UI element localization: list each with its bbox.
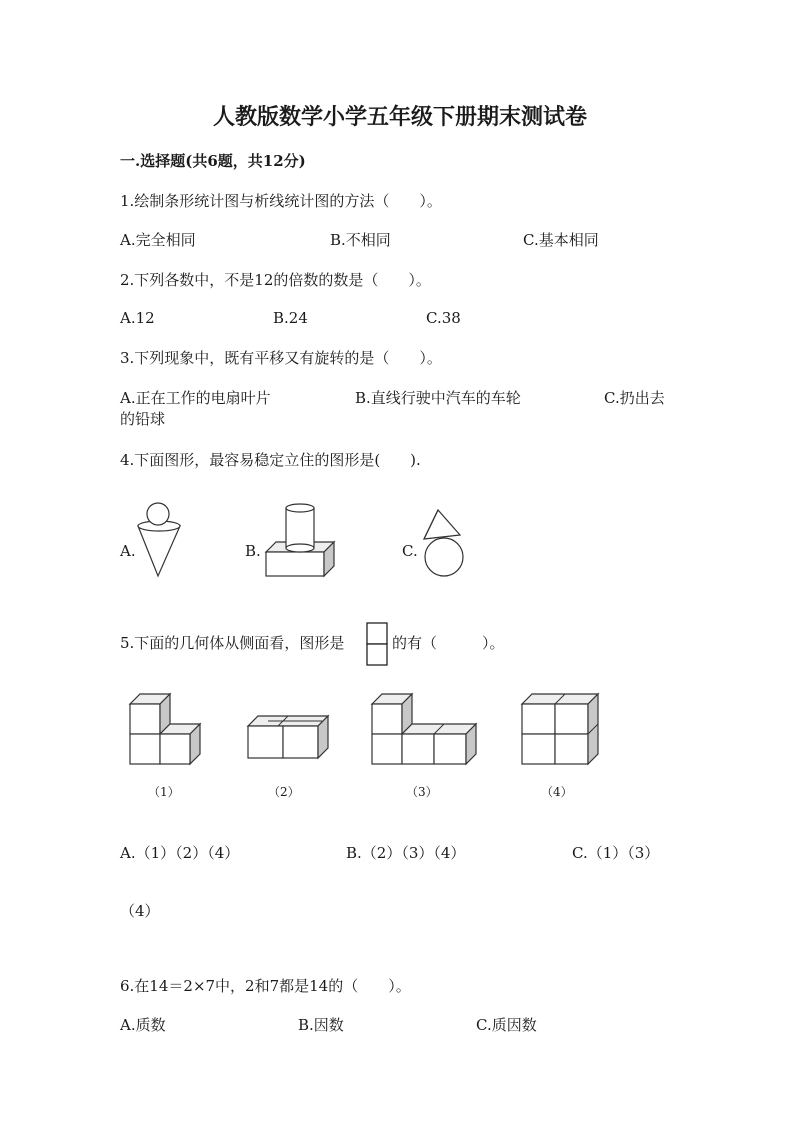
q5-option-c-wrap: （4） xyxy=(120,902,160,920)
q6-option-b[interactable]: B.因数 xyxy=(298,1016,344,1034)
question-2-stem: 2.下列各数中，不是12的倍数的数是（ ）。 xyxy=(120,271,431,289)
q5-figure-label-3: （3） xyxy=(406,785,438,799)
q2-option-c[interactable]: C.38 xyxy=(426,309,461,327)
sphere-on-cone-figure xyxy=(130,500,190,580)
cone-on-sphere-figure xyxy=(418,505,478,581)
q1-option-a[interactable]: A.完全相同 xyxy=(120,231,196,249)
q5-figure-label-1: （1） xyxy=(148,785,180,799)
q5-figure-label-4: （4） xyxy=(541,785,573,799)
q2-option-b[interactable]: B.24 xyxy=(273,309,308,327)
q5-option-b[interactable]: B.（2）（3）（4） xyxy=(346,844,466,862)
q4-label-c[interactable]: C. xyxy=(402,542,418,560)
question-5-stem-after: 的有（ ）。 xyxy=(392,634,505,652)
q5-figure-label-2: （2） xyxy=(268,785,300,799)
q3-option-c[interactable]: C.扔出去 xyxy=(604,389,665,407)
q2-option-a[interactable]: A.12 xyxy=(120,309,155,327)
question-3-stem: 3.下列现象中，既有平移又有旋转的是（ ）。 xyxy=(120,349,442,367)
q1-option-b[interactable]: B.不相同 xyxy=(330,231,391,249)
cylinder-on-box-figure xyxy=(262,500,342,580)
q3-option-b[interactable]: B.直线行驶中汽车的车轮 xyxy=(355,389,521,407)
q3-option-a[interactable]: A.正在工作的电扇叶片 xyxy=(120,389,271,407)
cube-figure-4 xyxy=(518,690,608,772)
cube-figure-1 xyxy=(126,690,216,772)
q6-option-a[interactable]: A.质数 xyxy=(120,1016,166,1034)
section-heading: 一.选择题(共6题，共12分) xyxy=(120,152,306,170)
q4-label-a[interactable]: A. xyxy=(120,542,136,560)
q5-option-c[interactable]: C.（1）（3） xyxy=(572,844,660,862)
cube-figure-2 xyxy=(244,712,334,772)
q5-option-a[interactable]: A.（1）（2）（4） xyxy=(120,844,240,862)
q3-option-c-wrap: 的铅球 xyxy=(120,410,166,428)
question-4-stem: 4.下面图形，最容易稳定立住的图形是( ). xyxy=(120,451,421,469)
question-6-stem: 6.在14＝2×7中，2和7都是14的（ ）。 xyxy=(120,977,411,995)
q4-label-b[interactable]: B. xyxy=(245,542,261,560)
cube-figure-3 xyxy=(368,690,483,772)
two-square-side-view-icon xyxy=(366,622,388,666)
q6-option-c[interactable]: C.质因数 xyxy=(476,1016,537,1034)
q1-option-c[interactable]: C.基本相同 xyxy=(523,231,599,249)
question-5-stem-before: 5.下面的几何体从侧面看，图形是 xyxy=(120,634,345,652)
question-1-stem: 1.绘制条形统计图与析线统计图的方法（ ）。 xyxy=(120,192,442,210)
page-title: 人教版数学小学五年级下册期末测试卷 xyxy=(212,104,587,130)
